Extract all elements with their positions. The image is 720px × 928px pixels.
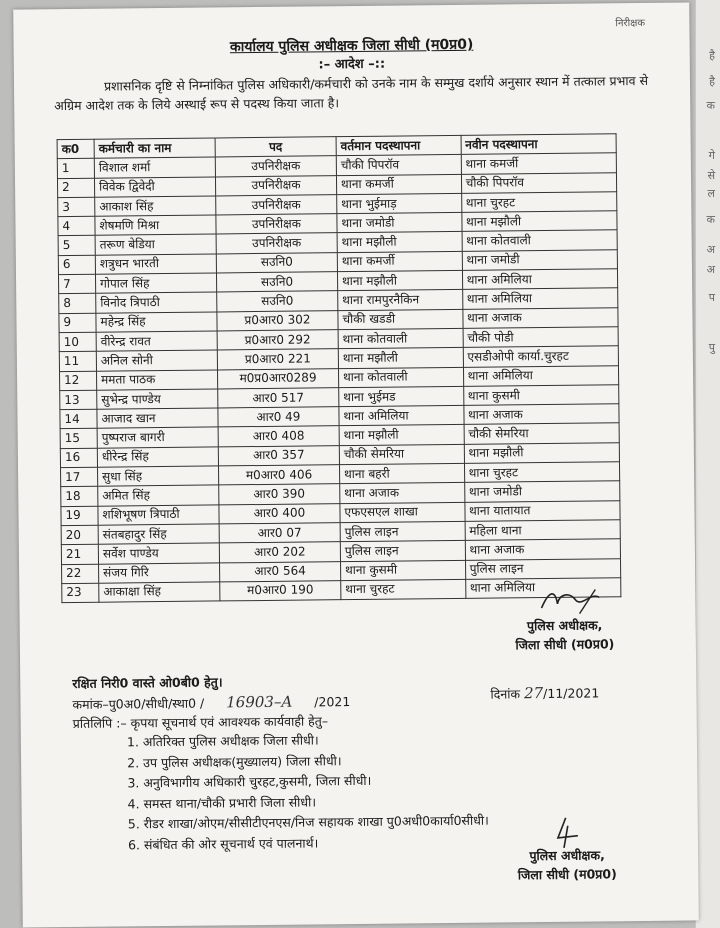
copy-to-heading: प्रतिलिपि :– कृपया सूचनार्थ एवं आवश्यक कार्यवाही हेतु– xyxy=(72,713,329,731)
cell-name: संतबहादुर सिंह xyxy=(98,524,219,545)
cell-name: ममता पाठक xyxy=(96,370,217,391)
cell-new-posting: थाना अमिलिया xyxy=(462,288,618,309)
cell-serial: 5 xyxy=(58,236,95,256)
cell-serial: 15 xyxy=(60,429,97,449)
signature-scribble-1 xyxy=(535,585,605,616)
cell-name: संजय गिरि xyxy=(99,562,220,583)
edge-mark: पु xyxy=(708,341,715,354)
cell-new-posting: चौकी पोडी xyxy=(463,327,619,348)
cell-name: आजाद खान xyxy=(97,408,218,429)
transfer-table xyxy=(57,133,622,603)
cell-new-posting: चौकी पिपरॉव xyxy=(461,172,617,193)
cell-current-posting: पुलिस लाइन xyxy=(340,541,465,562)
cell-name: तरूण बेडिया xyxy=(95,234,216,255)
cell-serial: 4 xyxy=(58,216,95,236)
cell-name: शत्रुधन भारती xyxy=(95,254,216,275)
edge-mark: अ xyxy=(706,263,715,276)
cell-post: म0आर0 190 xyxy=(220,580,341,601)
cell-serial: 21 xyxy=(61,544,98,564)
office-title: कार्यालय पुलिस अधीक्षक जिला सीधी (म0प्र0) xyxy=(229,36,474,56)
cell-post: प्र0आर0 221 xyxy=(217,349,338,370)
cell-new-posting: थाना कुसमी xyxy=(463,385,619,406)
intro-paragraph: प्रशासनिक दृष्टि से निम्नांकित पुलिस अधिकारी/कर्मचारी को उनके नाम के सम्मुख दर्शाये अनुसार स्थान में तत्काल प्रभाव से अग्रिम आदेश तक के लिये अस्थाई रूप से पदस्थ किया जाता है। xyxy=(54,72,649,114)
copy-to-list xyxy=(117,729,489,856)
cell-post: सउनि0 xyxy=(216,272,337,293)
cell-new-posting: थाना अजाक xyxy=(465,539,621,560)
cell-new-posting: थाना अजाक xyxy=(462,307,618,328)
copy-to-item: 1. अतिरिक्त पुलिस अधीक्षक जिला सीधी। xyxy=(143,729,488,753)
kramank-handwritten-number: 16903–A xyxy=(226,692,293,712)
cell-current-posting: थाना जमोडी xyxy=(337,213,462,234)
signature-2-district: जिला सीधी (म0प्र0) xyxy=(517,866,617,883)
cell-current-posting: चौकी पिपरॉव xyxy=(336,155,461,176)
cell-name: शेषमणि मिश्रा xyxy=(95,215,216,236)
cell-current-posting: थाना कमर्जी xyxy=(337,251,462,272)
signature-2-designation: पुलिस अधीक्षक, xyxy=(529,847,605,864)
date-label: दिनांक xyxy=(490,686,521,702)
cell-new-posting: थाना कमर्जी xyxy=(461,153,617,174)
cell-post: आर0 202 xyxy=(219,542,340,563)
cell-post: आर0 400 xyxy=(219,503,340,524)
kramank-year: /2021 xyxy=(314,694,351,710)
order-heading: :– आदेश –:: xyxy=(318,56,386,73)
copy-to-item: 5. रीडर शाखा/ओएम/सीसीटीएनएस/निज सहायक शाखा पु0अधी0कार्या0सीधी। xyxy=(144,811,489,835)
cell-serial: 22 xyxy=(62,564,99,584)
cell-current-posting: थाना अमिलिया xyxy=(339,406,464,427)
col-serial-header: क0 xyxy=(57,139,94,159)
cell-serial: 12 xyxy=(60,371,97,391)
cell-name: अमित सिंह xyxy=(98,485,219,506)
cell-post: आर0 408 xyxy=(218,426,339,447)
cell-serial: 8 xyxy=(59,294,96,314)
cell-new-posting: थाना जमोडी xyxy=(464,481,620,502)
edge-mark: है xyxy=(709,75,715,88)
cell-post: उपनिरीक्षक xyxy=(216,233,337,254)
cell-serial: 2 xyxy=(57,178,94,198)
cell-name: धीरेन्द्र सिंह xyxy=(97,447,218,468)
cell-current-posting: चौकी सेमरिया xyxy=(339,444,464,465)
edge-mark: ल xyxy=(707,187,715,200)
cell-new-posting: पुलिस लाइन xyxy=(465,558,621,579)
cell-new-posting: महिला थाना xyxy=(465,520,621,541)
cell-name: पुष्पराज बागरी xyxy=(97,427,218,448)
cell-new-posting: थाना यातायात xyxy=(465,500,621,521)
cell-name: महेन्द्र सिंह xyxy=(96,312,217,333)
order-document xyxy=(13,2,699,927)
cell-current-posting: थाना भुईमाड़ xyxy=(337,193,462,214)
cell-new-posting: थाना चुरहट xyxy=(464,462,620,483)
cell-post: म0प्र0आर0289 xyxy=(217,368,338,389)
cell-serial: 17 xyxy=(61,467,98,487)
cell-current-posting: एफएसएल शाखा xyxy=(340,502,465,523)
cell-new-posting: थाना कोतवाली xyxy=(462,230,618,251)
cell-name: सर्वेश पाण्डेय xyxy=(98,543,219,564)
cell-current-posting: थाना अजाक xyxy=(340,483,465,504)
cell-post: उपनिरीक्षक xyxy=(215,175,336,196)
cell-current-posting: पुलिस लाइन xyxy=(340,521,465,542)
cell-post: उपनिरीक्षक xyxy=(215,156,336,177)
cell-current-posting: थाना बहरी xyxy=(339,463,464,484)
cell-new-posting: थाना अमिलिया xyxy=(463,365,619,386)
cell-serial: 7 xyxy=(58,274,95,294)
cell-new-posting: चौकी सेमरिया xyxy=(464,423,620,444)
signature-scribble-2 xyxy=(542,816,592,851)
cell-name: वीरेन्द्र रावत xyxy=(96,331,217,352)
table-body xyxy=(57,153,621,603)
cell-post: आर0 357 xyxy=(218,445,339,466)
cell-current-posting: थाना कमर्जी xyxy=(336,174,461,195)
col-new-posting-header: नवीन पदस्थापना xyxy=(461,134,617,155)
cell-current-posting: थाना कोतवाली xyxy=(338,367,463,388)
cell-serial: 23 xyxy=(62,583,99,603)
cell-name: विनोद त्रिपाठी xyxy=(96,292,217,313)
cell-serial: 10 xyxy=(59,332,96,352)
col-post-header: पद xyxy=(215,137,336,158)
signature-block-2 xyxy=(502,845,632,884)
cell-new-posting: एसडीओपी कार्या.चुरहट xyxy=(463,346,619,367)
col-name-header: कर्मचारी का नाम xyxy=(94,138,215,159)
corner-stamp: निरीक्षक xyxy=(615,17,646,30)
cell-post: प्र0आर0 302 xyxy=(217,310,338,331)
cell-new-posting: थाना चुरहट xyxy=(461,192,617,213)
cell-serial: 11 xyxy=(59,351,96,371)
copy-to-item: 2. उप पुलिस अधीक्षक(मुख्यालय) जिला सीधी। xyxy=(143,749,488,773)
cell-serial: 9 xyxy=(59,313,96,333)
cell-post: उपनिरीक्षक xyxy=(216,214,337,235)
signature-1-designation: पुलिस अधीक्षक, xyxy=(526,617,603,634)
date-handwritten-day: 27 xyxy=(523,684,544,703)
edge-mark: क xyxy=(706,99,715,112)
cell-serial: 16 xyxy=(60,448,97,468)
cell-post: आर0 49 xyxy=(218,407,339,428)
cell-current-posting: थाना कुसमी xyxy=(340,560,465,581)
cell-new-posting: थाना अमिलिया xyxy=(462,269,618,290)
cell-current-posting: थाना भुईमड xyxy=(339,386,464,407)
col-current-posting-header: वर्तमान पदस्थापना xyxy=(336,135,461,156)
cell-current-posting: थाना मझौली xyxy=(337,232,462,253)
cell-name: आकाश सिंह xyxy=(95,196,216,217)
cell-serial: 6 xyxy=(58,255,95,275)
edge-mark: अ xyxy=(706,243,715,256)
cell-serial: 3 xyxy=(58,197,95,217)
cell-new-posting: थाना मझौली xyxy=(461,211,617,232)
cell-current-posting: थाना मझौली xyxy=(337,270,462,291)
cell-name: सुधा सिंह xyxy=(98,466,219,487)
date-month-year: /11/2021 xyxy=(543,685,600,702)
cell-serial: 18 xyxy=(61,487,98,507)
edge-mark: से xyxy=(707,169,715,182)
cell-post: प्र0आर0 292 xyxy=(217,330,338,351)
cell-name: विवेक द्विवेदी xyxy=(94,177,215,198)
cell-name: अनिल सोनी xyxy=(96,350,217,371)
cell-name: सुभेन्द्र पाण्डेय xyxy=(97,389,218,410)
cell-current-posting: थाना कोतवाली xyxy=(338,328,463,349)
cell-post: आर0 517 xyxy=(218,388,339,409)
cell-new-posting: थाना मझौली xyxy=(464,442,620,463)
cell-serial: 13 xyxy=(60,390,97,410)
cell-name: शशिभूषण त्रिपाठी xyxy=(98,505,219,526)
edge-mark: प xyxy=(708,291,715,304)
cell-post: म0आर0 406 xyxy=(219,465,340,486)
cell-new-posting: थाना अजाक xyxy=(463,404,619,425)
edge-mark: क xyxy=(706,213,715,226)
cell-current-posting: थाना मझौली xyxy=(338,348,463,369)
rakshit-line: रक्षित निरी0 वास्ते ओ0बी0 हेतु। xyxy=(72,674,223,691)
cell-name: आकाक्षा सिंह xyxy=(99,582,220,603)
cell-new-posting: थाना जमोडी xyxy=(462,250,618,271)
signature-block-1 xyxy=(499,593,630,654)
cell-current-posting: चौकी खडडी xyxy=(338,309,463,330)
cell-current-posting: थाना मझौली xyxy=(339,425,464,446)
signature-1-district: जिला सीधी (म0प्र0) xyxy=(515,636,615,653)
cell-serial: 1 xyxy=(57,159,94,179)
date-line xyxy=(490,683,599,702)
cell-name: गोपाल सिंह xyxy=(95,273,216,294)
cell-serial: 19 xyxy=(61,506,98,526)
cell-serial: 14 xyxy=(60,409,97,429)
edge-mark: है xyxy=(709,49,715,62)
copy-to-item: 4. समस्त थाना/चौकी प्रभारी जिला सीधी। xyxy=(143,790,488,814)
edge-mark: गे xyxy=(708,149,715,162)
cell-name: विशाल शर्मा xyxy=(94,157,215,178)
cell-serial: 20 xyxy=(61,525,98,545)
kramank-prefix: कमांक–पु0अ0/सीधी/स्था0 / xyxy=(72,695,205,712)
copy-to-item: 6. संबंधित की ओर सूचनार्थ एवं पालनार्थ। xyxy=(144,832,489,856)
cell-post: आर0 564 xyxy=(220,561,341,582)
cell-post: आर0 390 xyxy=(219,484,340,505)
copy-to-item: 3. अनुविभागीय अधिकारी चुरहट,कुसमी, जिला सीधी। xyxy=(143,770,488,794)
cell-current-posting: थाना रामपुरनैकिन xyxy=(338,290,463,311)
cell-post: सउनि0 xyxy=(216,252,337,273)
cell-new-posting: थाना अमिलिया xyxy=(465,578,621,599)
cell-post: सउनि0 xyxy=(217,291,338,312)
kramank-line xyxy=(72,692,350,713)
cell-post: उपनिरीक्षक xyxy=(216,195,337,216)
cell-current-posting: थाना चुरहट xyxy=(341,579,466,600)
cell-post: आर0 07 xyxy=(219,523,340,544)
adjacent-page-edge xyxy=(695,0,720,928)
